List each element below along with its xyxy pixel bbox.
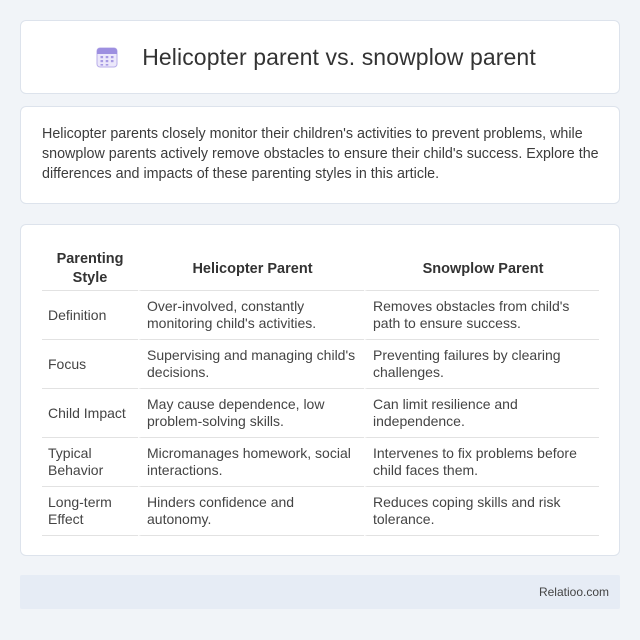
table-cell: Over-involved, constantly monitoring child's activities. <box>138 291 364 340</box>
comparison-table <box>42 246 599 536</box>
table-cell: Removes obstacles from child's path to ensure success. <box>364 291 599 340</box>
calendar-icon <box>96 46 118 68</box>
page-title: Helicopter parent vs. snowplow parent <box>142 43 536 70</box>
title-card <box>20 20 620 94</box>
table-cell: Intervenes to fix problems before child faces them. <box>364 438 599 487</box>
table-row <box>42 340 599 389</box>
comparison-table-card <box>20 224 620 556</box>
table-cell: Reduces coping skills and risk tolerance. <box>364 487 599 536</box>
intro-card <box>20 106 620 204</box>
table-cell: Hinders confidence and autonomy. <box>138 487 364 536</box>
row-label: Long-term Effect <box>42 487 138 536</box>
table-row <box>42 438 599 487</box>
footer-bar <box>20 575 620 609</box>
table-cell: Can limit resilience and independence. <box>364 389 599 438</box>
table-header-row <box>42 246 599 291</box>
row-label: Focus <box>42 340 138 389</box>
row-label: Child Impact <box>42 389 138 438</box>
table-cell: Supervising and managing child's decisions. <box>138 340 364 389</box>
table-row <box>42 487 599 536</box>
row-label: Definition <box>42 291 138 340</box>
intro-text: Helicopter parents closely monitor their children's activities to prevent problems, while snowplow parents actively remove obstacles to ensure their child's success. Explore the differences and impacts of these parenting styles in this article. <box>42 126 599 182</box>
table-cell: Micromanages homework, social interactions. <box>138 438 364 487</box>
table-row <box>42 291 599 340</box>
column-header: Helicopter Parent <box>138 246 364 291</box>
row-label: Typical Behavior <box>42 438 138 487</box>
footer-brand-link[interactable]: Relatioo.com <box>538 585 609 599</box>
table-cell: Preventing failures by clearing challenges. <box>364 340 599 389</box>
table-row <box>42 389 599 438</box>
column-header: Snowplow Parent <box>364 246 599 291</box>
column-header: Parenting Style <box>42 246 138 291</box>
table-cell: May cause dependence, low problem-solving skills. <box>138 389 364 438</box>
